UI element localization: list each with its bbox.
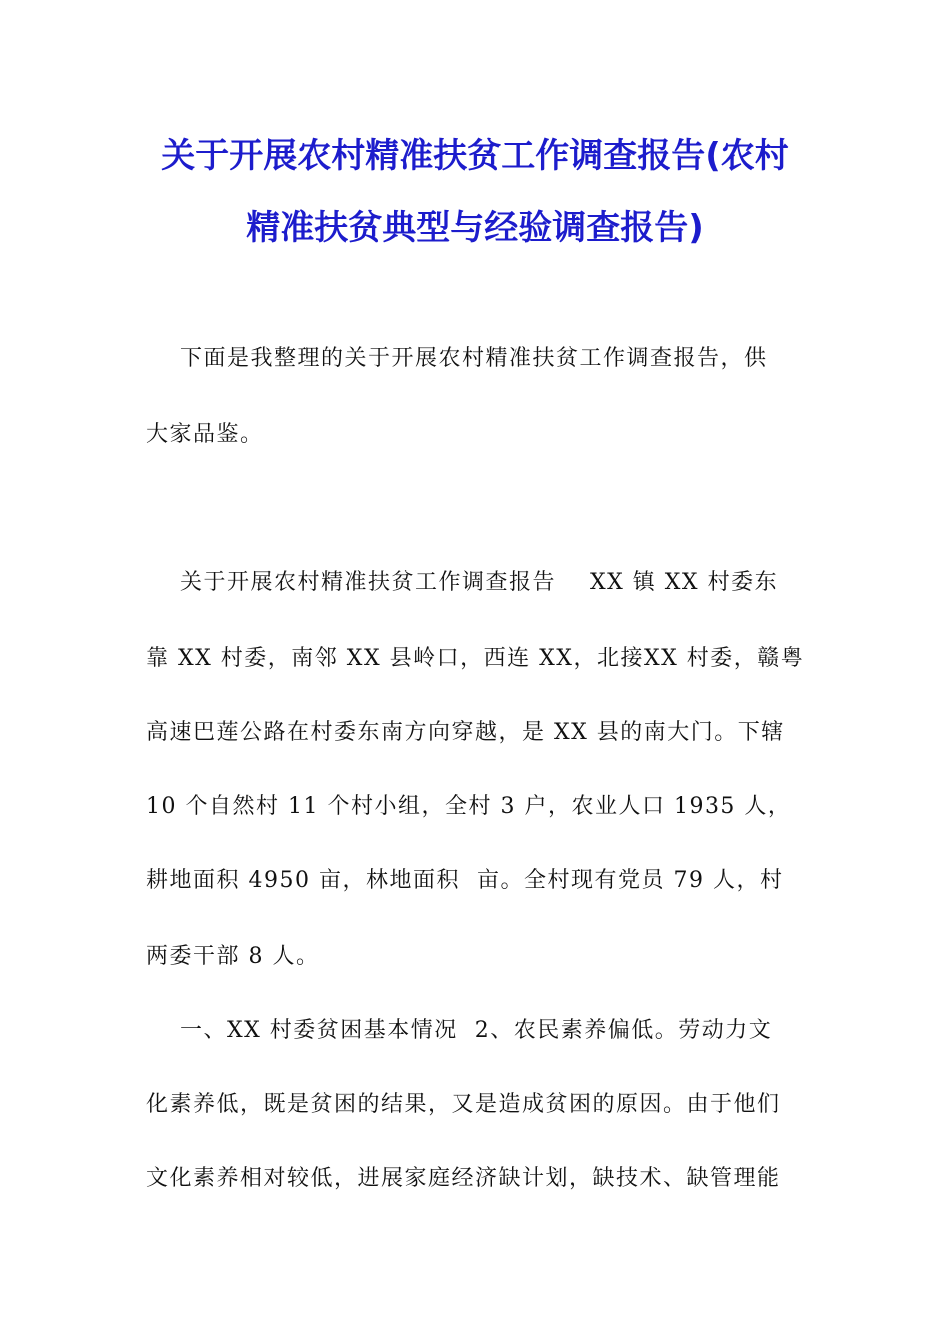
body-line-9: 文化素养相对较低，进展家庭经济缺计划，缺技术、缺管理能 — [146, 1166, 781, 1191]
document-title-line-1: 关于开展农村精准扶贫工作调查报告(农村 — [161, 136, 789, 176]
body-line-3: 高速巴莲公路在村委东南方向穿越，是 XX 县的南大门。下辖 — [146, 720, 785, 745]
body-line-6: 两委干部 8 人。 — [146, 944, 320, 969]
body-line-1: 关于开展农村精准扶贫工作调查报告 XX 镇 XX 村委东 — [146, 570, 779, 595]
body-line-8: 化素养低，既是贫困的结果，又是造成贫困的原因。由于他们 — [146, 1092, 781, 1117]
body-line-2: 靠 XX 村委，南邻 XX 县岭口，西连 XX，北接XX 村委，赣粤 — [146, 646, 805, 671]
intro-line-1: 下面是我整理的关于开展农村精准扶贫工作调查报告，供 — [146, 346, 768, 371]
body-line-7: 一、XX 村委贫困基本情况 2、农民素养偏低。劳动力文 — [146, 1018, 773, 1043]
intro-line-2: 大家品鉴。 — [146, 422, 264, 447]
document-title-line-2: 精准扶贫典型与经验调查报告) — [246, 208, 704, 248]
body-line-4: 10 个自然村 11 个村小组，全村 3 户，农业人口 1935 人， — [146, 794, 792, 819]
body-line-5: 耕地面积 4950 亩，林地面积 亩。全村现有党员 79 人，村 — [146, 868, 784, 893]
